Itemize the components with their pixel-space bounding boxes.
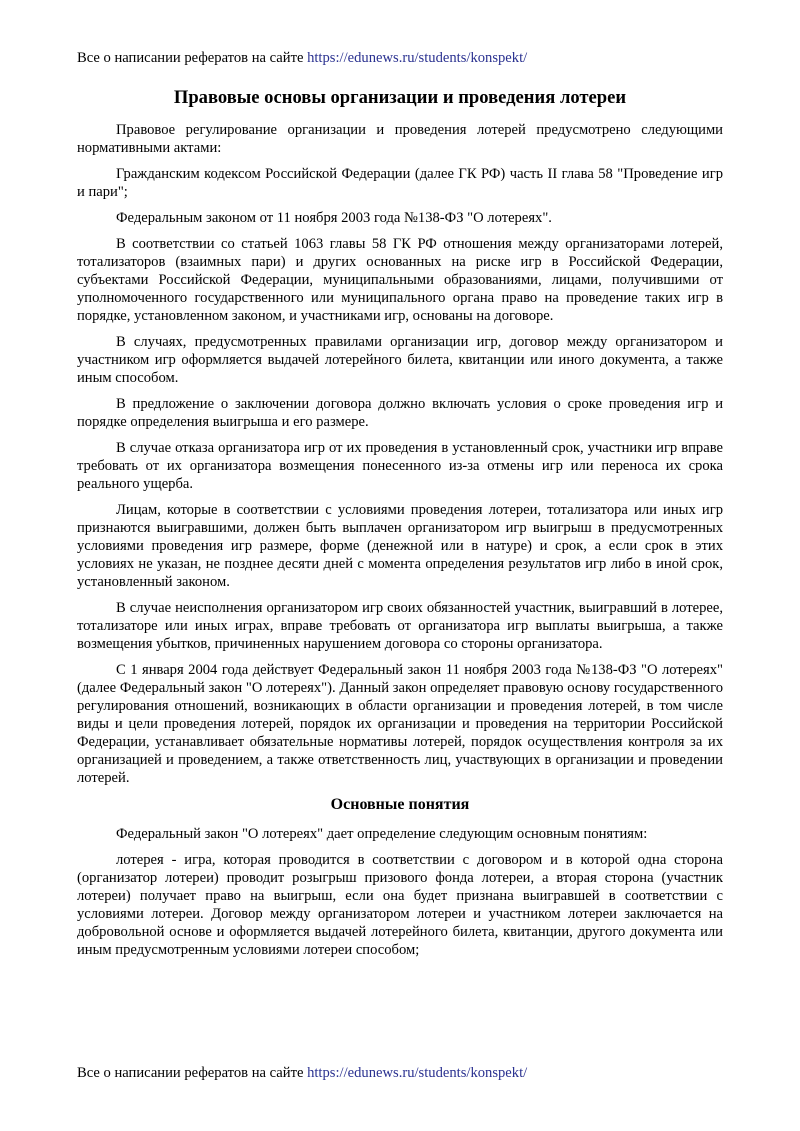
- page-header: [77, 49, 527, 67]
- document-page: [77, 0, 723, 1131]
- paragraph: Федеральным законом от 11 ноября 2003 года №138-ФЗ "О лотереях".: [116, 210, 552, 226]
- paragraph: Федеральный закон "О лотереях" дает определение следующим основным понятиям:: [116, 826, 648, 842]
- paragraph: Гражданским кодексом Российской Федерации (далее ГК РФ) часть II глава 58 "Проведение игр и пари";: [77, 166, 723, 200]
- paragraph: лотерея - игра, которая проводится в соответствии с договором и в которой одна сторона (организатор лотереи) проводит розыгрыш призового фонда лотереи, а вторая сторона (участник лотереи) получает право на выигрыш, если она будет признана выигравшей в соответствии с условиями лотереи. Договор между организатором лотереи и участником лотереи заключается на добровольной основе и оформляется выдачей лотерейного билета, квитанции, другого документа или иным предусмотренным условиями лотереи способом;: [77, 852, 723, 958]
- paragraph: В соответствии со статьей 1063 главы 58 ГК РФ отношения между организаторами лотерей, тотализаторов (взаимных пари) и других основанных на риске игр в Российской Федерации, субъектами Российской Федерации, муниципальными образованиями, лицами, получившими от уполномоченного государственного или муниципального органа право на проведение таких игр в порядке, установленном законом, и участниками игр, основаны на договоре.: [77, 236, 723, 324]
- paragraph: В случаях, предусмотренных правилами организации игр, договор между организатором и участником игр оформляется выдачей лотерейного билета, квитанции или иного документа, а также иным способом.: [77, 334, 723, 386]
- header-text: Все о написании рефератов на сайте: [77, 50, 308, 66]
- footer-link[interactable]: https://edunews.ru/students/konspekt/: [307, 1065, 528, 1081]
- paragraph: В случае неисполнения организатором игр своих обязанностей участник, выигравший в лотерее, тотализаторе или иных играх, вправе требовать от организатора игр выплаты выигрыша, а также возмещения убытков, причиненных нарушением договора со стороны организатора.: [77, 600, 723, 652]
- section-heading: Основные понятия: [330, 796, 470, 813]
- paragraph: Лицам, которые в соответствии с условиями проведения лотереи, тотализатора или иных игр признаются выигравшими, должен быть выплачен организатором игр выигрыш в предусмотренных условиями проведения игр размере, форме (денежной или в натуре) и срок, а если срок в этих условиях не указан, не позднее десяти дней с момента определения результатов игр либо в иной срок, установленный законом.: [77, 502, 723, 590]
- paragraph: Правовое регулирование организации и проведения лотерей предусмотрено следующими нормативными актами:: [77, 122, 723, 156]
- document-title: Правовые основы организации и проведения лотереи: [173, 87, 627, 108]
- paragraph: В случае отказа организатора игр от их проведения в установленный срок, участники игр вправе требовать от их организатора возмещения понесенного из-за отмены игр или переноса их срока реального ущерба.: [77, 440, 723, 492]
- page-footer: [77, 1064, 527, 1082]
- header-link[interactable]: https://edunews.ru/students/konspekt/: [307, 50, 528, 66]
- paragraph: С 1 января 2004 года действует Федеральный закон 11 ноября 2003 года №138-ФЗ "О лотереях" (далее Федеральный закон "О лотереях"). Данный закон определяет правовую основу государственного регулирования отношений, возникающих в области организации и проведения лотерей, в том числе виды и цели проведения лотерей, порядок их организации и проведения на территории Российской Федерации, устанавливает обязательные нормативы лотерей, порядок осуществления контроля за их организацией и проведением, а также ответственность лиц, участвующих в организации и проведении лотерей.: [77, 662, 723, 786]
- footer-text: Все о написании рефератов на сайте: [77, 1065, 308, 1081]
- document-body: [77, 86, 723, 967]
- paragraph: В предложение о заключении договора должно включать условия о сроке проведения игр и порядке определения выигрыша и его размере.: [77, 396, 723, 430]
